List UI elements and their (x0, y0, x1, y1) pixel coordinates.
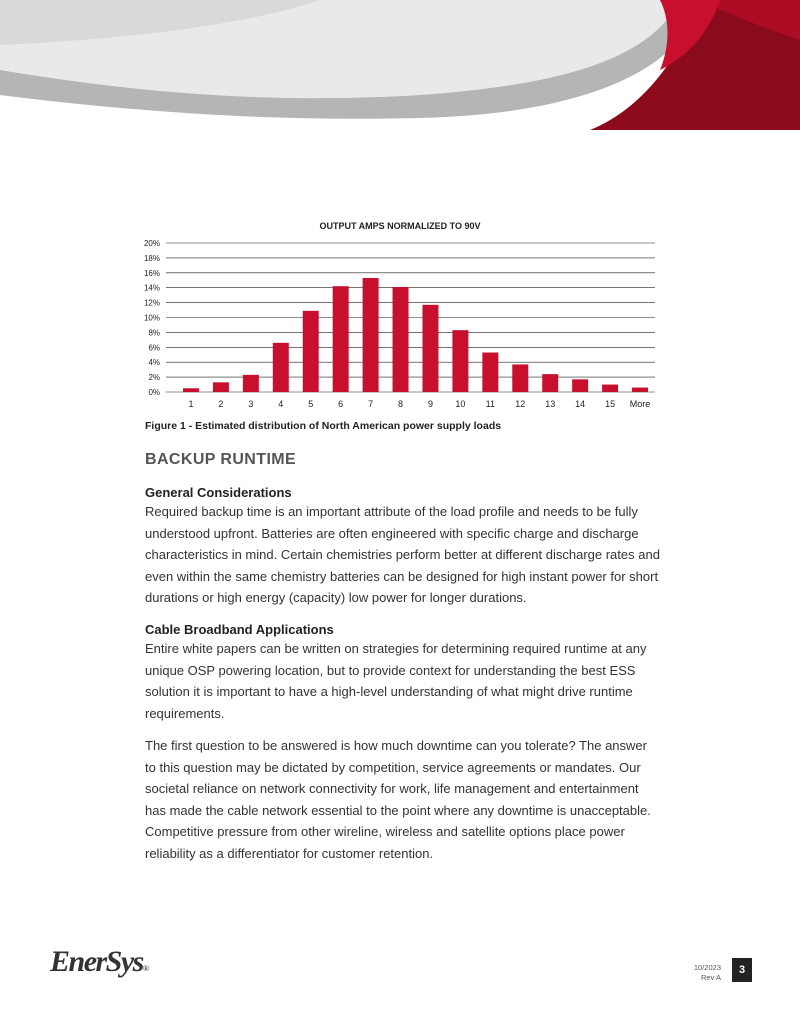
bar-11 (482, 353, 498, 392)
x-tick-label: 11 (485, 399, 496, 409)
cable-broadband-heading: Cable Broadband Applications (145, 622, 334, 637)
x-tick-label: 4 (278, 399, 284, 409)
footer-date-block (694, 963, 721, 983)
enersys-logo (50, 945, 149, 979)
bar-chart (140, 215, 660, 415)
y-tick-label: 12% (143, 298, 160, 308)
y-tick-label: 10% (143, 313, 160, 323)
bar-8 (393, 287, 409, 392)
x-tick-label: 5 (308, 399, 314, 409)
x-tick-label: 2 (218, 399, 224, 409)
y-tick-label: 4% (148, 358, 160, 368)
footer-revision: Rev A (700, 973, 721, 982)
x-tick-label: 12 (515, 399, 526, 409)
page-number: 3 (732, 958, 752, 982)
bar-2 (213, 382, 229, 392)
bar-13 (542, 374, 558, 392)
x-tick-label: 7 (368, 399, 374, 409)
x-tick-label: 6 (338, 399, 344, 409)
y-tick-label: 20% (143, 239, 160, 248)
y-tick-label: 8% (148, 328, 160, 338)
logo-text: EnerSys (50, 945, 143, 978)
x-tick-label: 8 (398, 399, 404, 409)
x-tick-label: 1 (188, 399, 194, 409)
x-tick-label: 15 (605, 399, 616, 409)
x-tick-label: 10 (455, 399, 466, 409)
x-tick-label: More (629, 399, 651, 409)
footer-date: 10/2023 (693, 963, 721, 972)
bar-7 (363, 278, 379, 392)
bar-4 (273, 343, 289, 392)
y-tick-label: 18% (143, 253, 160, 263)
chart-title: OUTPUT AMPS NORMALIZED TO 90V (319, 221, 481, 231)
bar-3 (243, 375, 259, 392)
section-heading: BACKUP RUNTIME (145, 451, 297, 468)
y-tick-label: 6% (148, 343, 160, 353)
figure-caption: Figure 1 - Estimated distribution of North American power supply loads (145, 420, 502, 432)
header-swoosh (0, 0, 800, 130)
general-considerations-heading: General Considerations (145, 485, 292, 500)
y-tick-label: 14% (143, 283, 160, 293)
registered-mark: ® (142, 964, 149, 973)
y-tick-label: 0% (148, 388, 160, 397)
bar-1 (183, 388, 199, 392)
bar-10 (452, 330, 468, 392)
x-tick-label: 3 (248, 399, 254, 409)
bar-15 (602, 385, 618, 392)
x-tick-label: 14 (575, 399, 586, 409)
bar-9 (422, 305, 438, 392)
bar-6 (333, 286, 349, 392)
chart-svg (140, 215, 660, 415)
cable-broadband-text-1: Entire white papers can be written on strategies for determining required runtime at any unique OSP powering location, but to provide context for understanding the best ESS solution it is important to have a high-level understanding of what might drive runtime requirements. (145, 641, 647, 721)
general-considerations-text: Required backup time is an important attribute of the load profile and needs to be fully understood upfront. Batteries are often engineered with specific charge and discharge characteristics in mind. Certain chemistries perform better at different discharge rates and even within the same chemistry batteries can be designed for high instant power for short durations or high energy (capacity) low power for longer durations. (145, 504, 660, 605)
bar-14 (572, 379, 588, 392)
y-tick-label: 16% (143, 268, 160, 278)
x-tick-label: 13 (545, 399, 556, 409)
y-tick-label: 2% (148, 373, 160, 383)
bar-more (632, 388, 648, 392)
bar-5 (303, 311, 319, 392)
bar-12 (512, 364, 528, 392)
x-tick-label: 9 (427, 399, 433, 409)
cable-broadband-text-2: The first question to be answered is how much downtime can you tolerate? The answer to this question may be dictated by competition, service agreements or mandates. Our societal reliance on network connectivity for work, life management and entertainment has made the cable network essential to the point where any downtime is unacceptable. Competitive pressure from other wireline, wireless and satellite options place power reliability as a differentiator for customer retention. (145, 738, 651, 861)
